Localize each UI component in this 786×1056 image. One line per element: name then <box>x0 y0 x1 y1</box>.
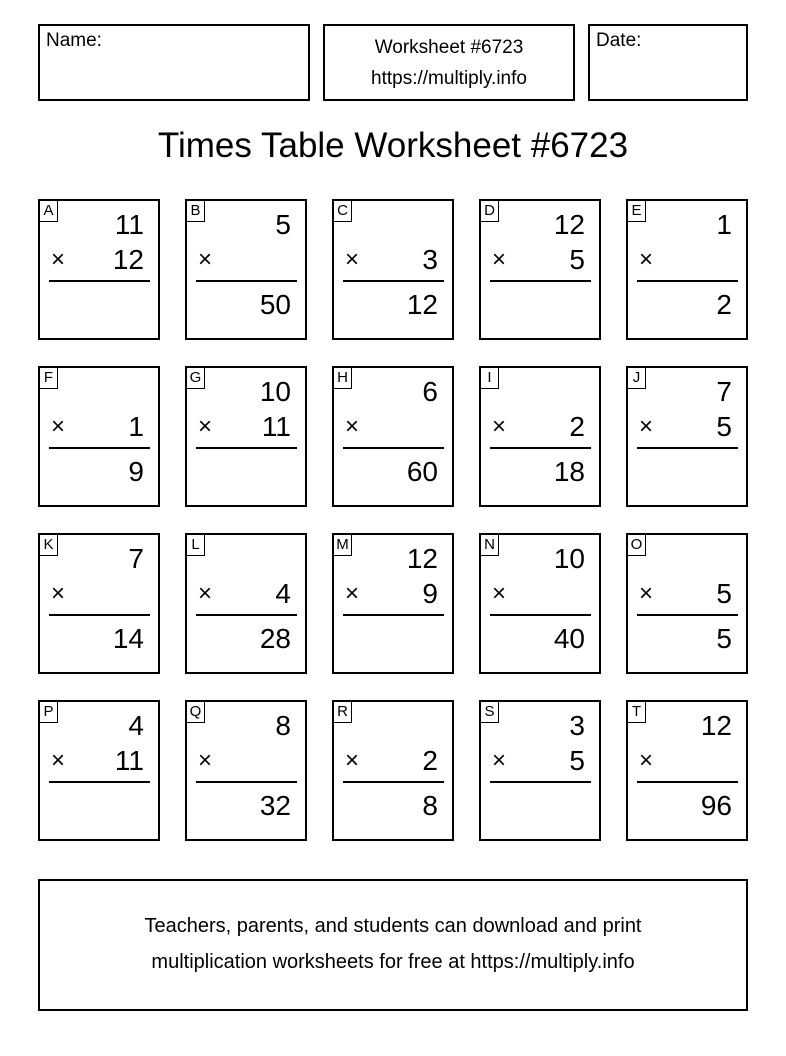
multiply-sign: × <box>51 580 66 607</box>
problem-card <box>626 199 748 340</box>
problem-letter: C <box>334 201 352 222</box>
multiplicand: 10 <box>553 543 585 574</box>
answer-rule <box>343 280 444 282</box>
problem-card <box>479 199 601 340</box>
problem-card <box>332 366 454 507</box>
problem-letter: M <box>334 535 352 556</box>
multiply-sign: × <box>345 246 360 273</box>
multiply-sign: × <box>198 413 213 440</box>
answer-rule <box>196 781 297 783</box>
date-label: Date: <box>596 30 642 51</box>
problem-card <box>626 366 748 507</box>
problem-letter: G <box>187 368 205 389</box>
problem-card <box>479 700 601 841</box>
problem-letter: Q <box>187 702 205 723</box>
answer-rule <box>196 447 297 449</box>
multiplicand: 10 <box>259 376 291 407</box>
multiplicand: 5 <box>275 209 291 240</box>
product: 96 <box>700 790 732 821</box>
answer-rule <box>49 447 150 449</box>
problem-card <box>38 199 160 340</box>
multiplicand: 7 <box>716 376 732 407</box>
answer-rule <box>49 614 150 616</box>
product: 18 <box>553 456 585 487</box>
multiply-sign: × <box>51 747 66 774</box>
problem-letter: B <box>187 201 205 222</box>
problem-card <box>38 533 160 674</box>
answer-rule <box>490 781 591 783</box>
answer-rule <box>343 781 444 783</box>
page-title: Times Table Worksheet #6723 <box>157 126 629 165</box>
problem-letter: K <box>40 535 58 556</box>
problem-letter: T <box>628 702 646 723</box>
problem-card <box>626 700 748 841</box>
answer-rule <box>196 280 297 282</box>
answer-rule <box>490 280 591 282</box>
multiply-sign: × <box>639 747 654 774</box>
problem-letter: O <box>628 535 646 556</box>
product: 5 <box>716 623 732 654</box>
multiply-sign: × <box>345 413 360 440</box>
answer-rule <box>49 781 150 783</box>
multiply-sign: × <box>492 413 507 440</box>
problem-card <box>38 700 160 841</box>
problem-card <box>626 533 748 674</box>
problem-card <box>185 199 307 340</box>
multiply-sign: × <box>639 246 654 273</box>
product: 9 <box>128 456 144 487</box>
multiply-sign: × <box>639 580 654 607</box>
problem-letter: I <box>481 368 499 389</box>
problem-card <box>332 199 454 340</box>
problem-letter: F <box>40 368 58 389</box>
product: 14 <box>112 623 144 654</box>
multiplicand: 7 <box>128 543 144 574</box>
multiplicand: 6 <box>422 376 438 407</box>
multiply-sign: × <box>492 747 507 774</box>
answer-rule <box>490 447 591 449</box>
answer-rule <box>637 447 738 449</box>
multiplicand: 3 <box>569 710 585 741</box>
problem-card <box>479 366 601 507</box>
multiply-sign: × <box>345 580 360 607</box>
problem-card <box>38 366 160 507</box>
problem-letter: D <box>481 201 499 222</box>
problem-letter: L <box>187 535 205 556</box>
problem-letter: N <box>481 535 499 556</box>
problem-letter: H <box>334 368 352 389</box>
answer-rule <box>637 614 738 616</box>
multiplier: 5 <box>569 244 585 275</box>
footer-box <box>38 879 748 1011</box>
product: 60 <box>406 456 438 487</box>
problem-letter: P <box>40 702 58 723</box>
multiplicand: 4 <box>128 710 144 741</box>
name-label: Name: <box>46 30 102 51</box>
multiplier: 5 <box>716 578 732 609</box>
multiply-sign: × <box>51 413 66 440</box>
footer-line-1: Teachers, parents, and students can download and print <box>144 915 642 937</box>
footer-line-2: multiplication worksheets for free at https://multiply.info <box>151 951 635 973</box>
product: 2 <box>716 289 732 320</box>
multiplicand: 11 <box>114 209 144 240</box>
problem-letter: A <box>40 201 58 222</box>
problem-letter: E <box>628 201 646 222</box>
answer-rule <box>637 781 738 783</box>
problem-letter: S <box>481 702 499 723</box>
answer-rule <box>343 614 444 616</box>
multiply-sign: × <box>492 246 507 273</box>
answer-rule <box>637 280 738 282</box>
product: 32 <box>259 790 291 821</box>
multiply-sign: × <box>198 246 213 273</box>
answer-rule <box>196 614 297 616</box>
multiplicand: 12 <box>406 543 438 574</box>
multiplier: 2 <box>422 745 438 776</box>
product: 40 <box>553 623 585 654</box>
problem-card <box>185 366 307 507</box>
multiply-sign: × <box>198 747 213 774</box>
answer-rule <box>343 447 444 449</box>
multiply-sign: × <box>198 580 213 607</box>
worksheet-url: https://multiply.info <box>371 68 527 89</box>
multiply-sign: × <box>492 580 507 607</box>
worksheet-number: Worksheet #6723 <box>374 37 524 58</box>
product: 12 <box>406 289 438 320</box>
multiply-sign: × <box>51 246 66 273</box>
multiplier: 2 <box>569 411 585 442</box>
multiplicand: 1 <box>716 209 732 240</box>
worksheet-id-box <box>323 24 575 101</box>
product: 8 <box>422 790 438 821</box>
name-field-box[interactable] <box>38 24 310 101</box>
multiplier: 5 <box>569 745 585 776</box>
multiplicand: 12 <box>700 710 732 741</box>
multiplier: 11 <box>261 411 291 442</box>
answer-rule <box>49 280 150 282</box>
problem-card <box>185 700 307 841</box>
date-field-box[interactable] <box>588 24 748 101</box>
multiply-sign: × <box>345 747 360 774</box>
multiplicand: 8 <box>275 710 291 741</box>
answer-rule <box>490 614 591 616</box>
problem-card <box>332 533 454 674</box>
product: 50 <box>259 289 291 320</box>
multiplier: 5 <box>716 411 732 442</box>
multiplier: 3 <box>422 244 438 275</box>
multiplier: 12 <box>112 244 144 275</box>
problem-card <box>332 700 454 841</box>
problem-card <box>185 533 307 674</box>
product: 28 <box>259 623 291 654</box>
multiplier: 4 <box>275 578 291 609</box>
multiplier: 9 <box>422 578 438 609</box>
problem-letter: R <box>334 702 352 723</box>
multiplier: 1 <box>128 411 144 442</box>
multiplicand: 12 <box>553 209 585 240</box>
problem-card <box>479 533 601 674</box>
multiply-sign: × <box>639 413 654 440</box>
multiplier: 11 <box>114 745 144 776</box>
problem-letter: J <box>628 368 646 389</box>
